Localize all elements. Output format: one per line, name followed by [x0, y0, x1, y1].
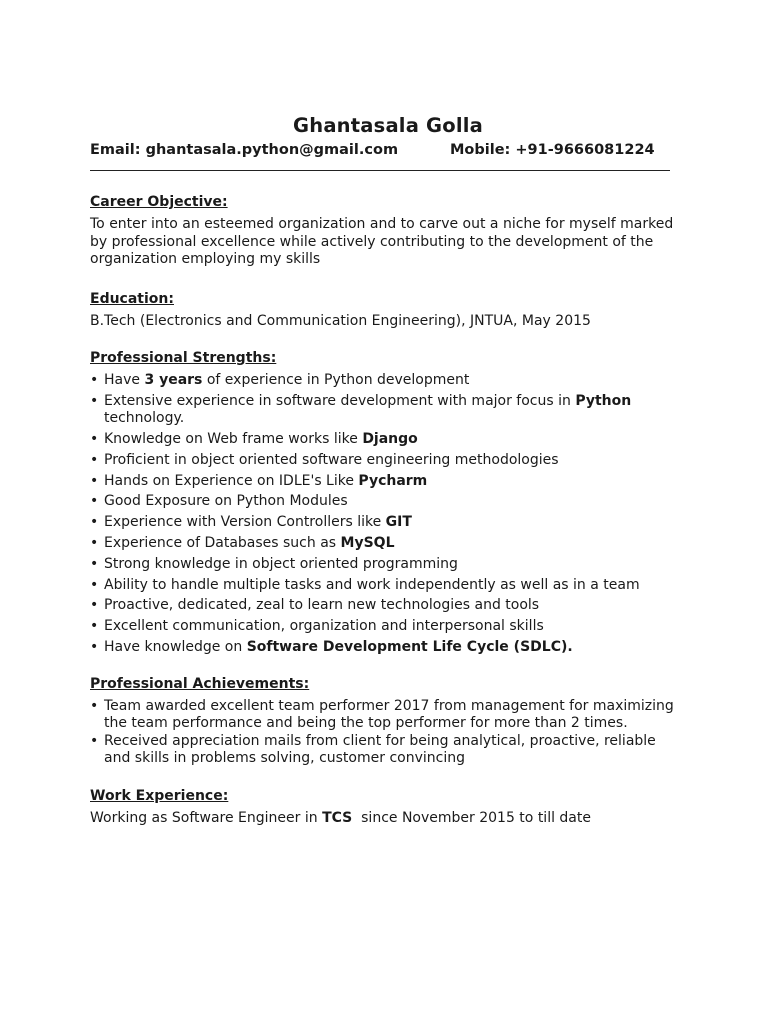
list-item [90, 514, 680, 532]
candidate-name: Ghantasala Golla [293, 114, 483, 137]
item-text: Extensive experience in software development with major focus in [104, 392, 576, 409]
list-item [90, 639, 680, 657]
resume-content [90, 112, 680, 827]
item-text: Knowledge on Web frame works like [104, 431, 363, 448]
list-item [90, 431, 680, 449]
work-text-tail: since November 2015 to till date [352, 809, 591, 826]
item-text: Ability to handle multiple tasks and work independently as well as in a team [104, 576, 640, 593]
education-text: B.Tech (Electronics and Communication Engineering), JNTUA, May 2015 [90, 312, 591, 329]
email-text: Email: ghantasala.python@gmail.com [90, 142, 399, 158]
item-text: technology. [104, 410, 185, 427]
mobile-text: Mobile: +91-9666081224 [450, 142, 655, 158]
contact-line [90, 140, 680, 160]
item-text: Hands on Experience on IDLE's Like [104, 472, 359, 489]
header-divider [90, 162, 670, 171]
list-item [90, 473, 680, 491]
item-text: of experience in Python development [202, 372, 470, 388]
item-text: Strong knowledge in object oriented programming [104, 555, 458, 572]
achievements-heading: Professional Achievements: [90, 675, 310, 692]
item-text: Have [104, 372, 145, 388]
education-heading: Education: [90, 290, 174, 307]
work-text: Working as Software Engineer in [90, 809, 323, 826]
strengths-heading: Professional Strengths: [90, 350, 277, 366]
achievements-list [90, 698, 680, 768]
item-emphasis: Pycharm [358, 472, 428, 489]
list-item [90, 618, 680, 636]
work-experience-text [90, 810, 680, 828]
list-item [90, 556, 680, 574]
item-emphasis: GIT [385, 514, 412, 531]
item-text: Proactive, dedicated, zeal to learn new technologies and tools [104, 597, 540, 614]
list-item [90, 372, 680, 390]
list-item [90, 577, 680, 595]
company-name: TCS [322, 809, 353, 826]
item-emphasis: 3 years [144, 372, 203, 388]
item-text: Proficient in object oriented software engineering methodologies [104, 451, 559, 468]
item-text: Experience with Version Controllers like [104, 514, 386, 531]
career-objective-text: To enter into an esteemed organization and to carve out a niche for myself marked by professional excellence while actively contributing to the development of the organization employing my skills [90, 216, 674, 267]
item-emphasis: Django [362, 431, 418, 448]
list-item [90, 393, 680, 428]
list-item [90, 452, 680, 470]
career-objective-heading: Career Objective: [90, 194, 228, 210]
item-emphasis: MySQL [340, 535, 395, 552]
list-item [90, 493, 680, 511]
list-item [90, 535, 680, 553]
item-emphasis: Python [575, 392, 632, 409]
item-emphasis: Software Development Life Cycle (SDLC). [246, 639, 573, 656]
list-item: • Received appreciation mails from client for being analytical, proactive, reliable and skills in problems solving, customer convincing [90, 733, 680, 768]
item-text: Good Exposure on Python Modules [104, 493, 348, 510]
work-experience-heading: Work Experience: [90, 787, 229, 804]
list-item [90, 597, 680, 615]
item-text: Excellent communication, organization and interpersonal skills [104, 618, 544, 635]
list-item: • Team awarded excellent team performer 2017 from management for maximizing the team performance and being the top performer for more than 2 times. [90, 698, 680, 733]
strengths-list [90, 372, 680, 657]
item-text: Experience of Databases such as [104, 535, 341, 552]
item-text: Have knowledge on [104, 639, 247, 656]
